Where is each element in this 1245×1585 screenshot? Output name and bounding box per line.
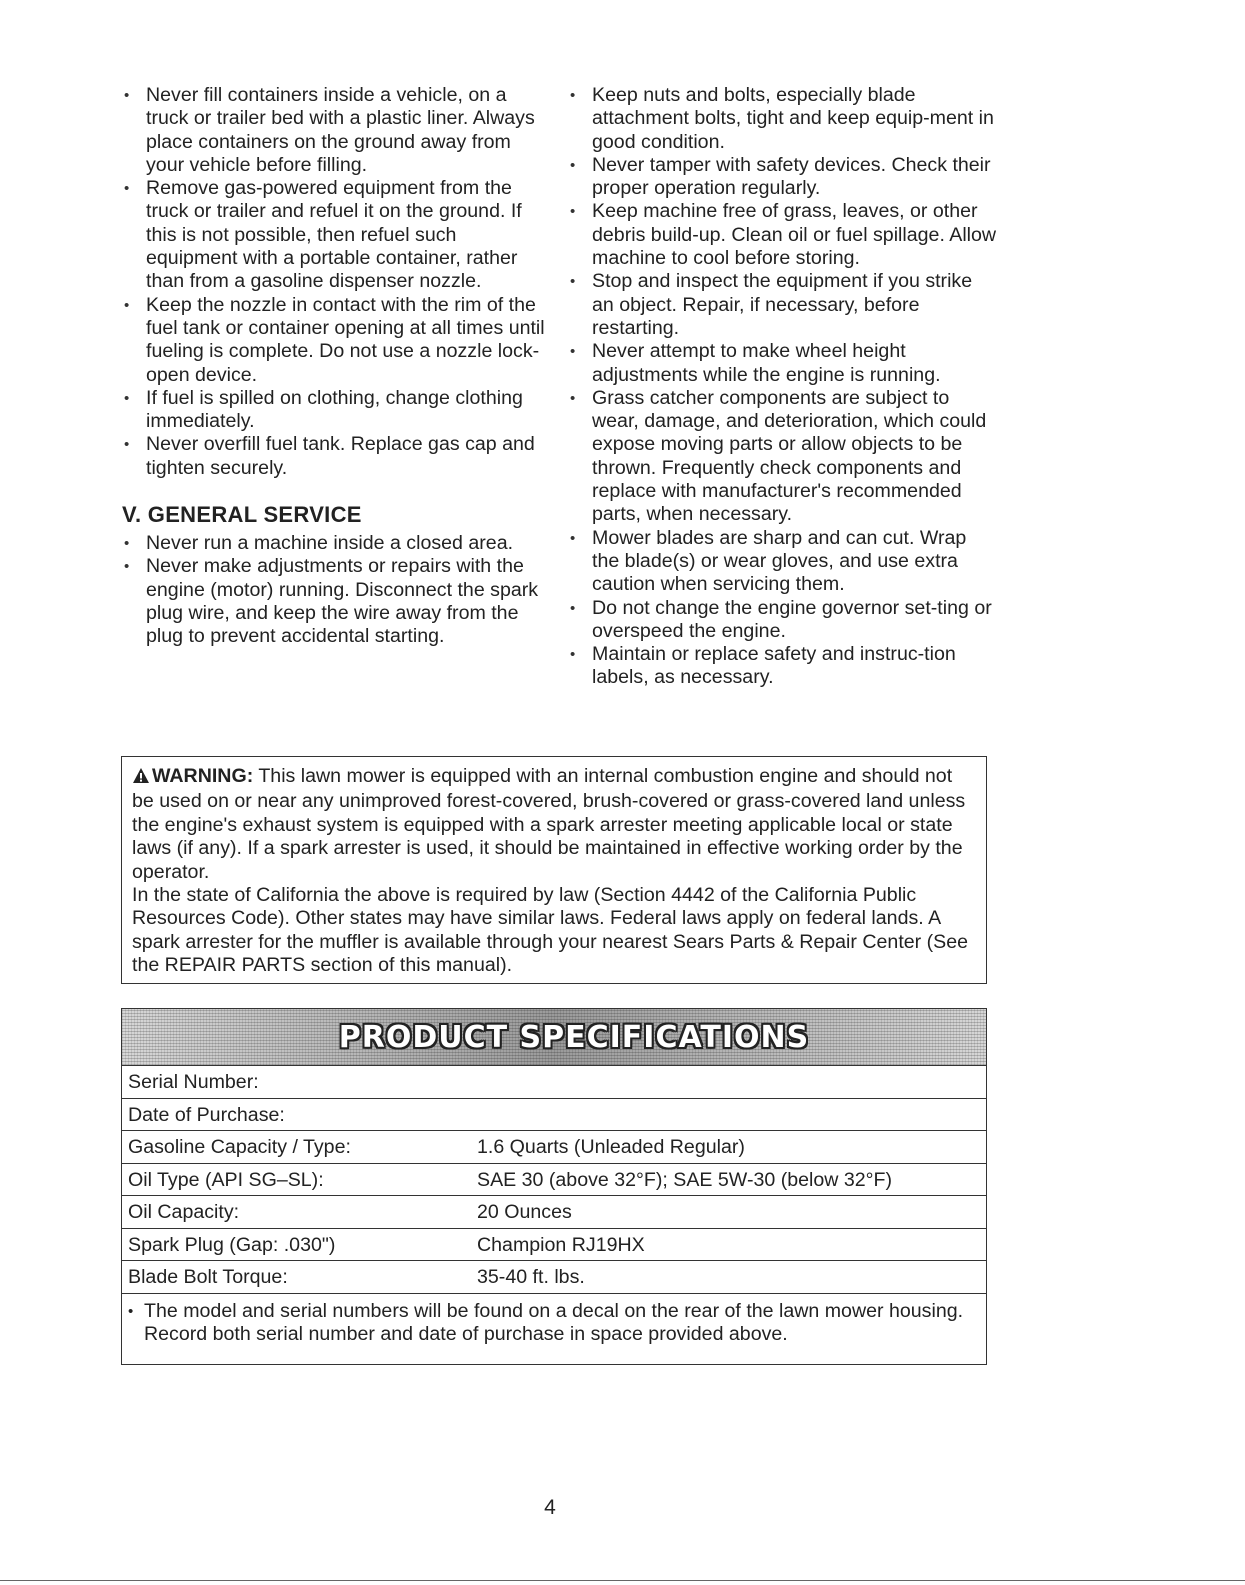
- page-number: 4: [544, 1496, 556, 1519]
- warning-text: This lawn mower is equipped with an internal combustion engine and should not be used on or near any unimproved forest-covered, brush-covered or grass-covered land unless the engine's exhaust system is equipped with a spark arrester meeting applicable local or state laws (if any). If a spark arrester is used, it should be maintained in effective working order by the operator.: [132, 765, 966, 883]
- maintenance-list: [568, 84, 998, 690]
- list-item: • Never tamper with safety devices. Check their proper operation regularly.: [568, 154, 998, 201]
- list-item: • Remove gas-powered equipment from the truck or trailer and refuel it on the ground. If this is not possible, then refuel such equipment with a portable container, rather than from a gasoline dispenser nozzle.: [122, 177, 552, 293]
- spec-label: Serial Number:: [128, 1071, 259, 1093]
- spec-row-spark-plug: [122, 1229, 986, 1262]
- spec-row-date-of-purchase: [122, 1099, 986, 1132]
- list-item: • Do not change the engine governor set-ting or overspeed the engine.: [568, 597, 998, 644]
- spec-value: SAE 30 (above 32°F); SAE 5W-30 (below 32°F): [477, 1168, 892, 1191]
- spec-label: Spark Plug (Gap: .030"): [128, 1233, 336, 1256]
- list-item: • Mower blades are sharp and can cut. Wrap the blade(s) or wear gloves, and use extra caution when servicing them.: [568, 527, 998, 597]
- spec-value: 1.6 Quarts (Unleaded Regular): [477, 1136, 745, 1158]
- list-item: • Never fill containers inside a vehicle, on a truck or trailer bed with a plastic liner. Always place containers on the ground away from your vehicle before filling.: [122, 84, 552, 177]
- spec-label: Oil Type (API SG–SL):: [128, 1168, 324, 1191]
- list-item: • Keep machine free of grass, leaves, or other debris build-up. Clean oil or fuel spillage. Allow machine to cool before storing.: [568, 200, 998, 270]
- spec-value: Champion RJ19HX: [477, 1233, 645, 1256]
- spec-note: • The model and serial numbers will be found on a decal on the rear of the lawn mower housing. Record both serial number and date of purchase in space provided above.: [122, 1294, 986, 1347]
- product-specifications-table: [121, 1008, 987, 1365]
- spec-row-blade-bolt-torque: [122, 1261, 986, 1294]
- warning-box: [121, 756, 987, 984]
- fuel-safety-list: [122, 84, 552, 480]
- spec-label: Oil Capacity:: [128, 1201, 240, 1223]
- list-item: • Grass catcher components are subject to wear, damage, and deterioration, which could expose moving parts or allow objects to be thrown. Frequently check components and replace with manufacturer's recommended parts, when necessary.: [568, 387, 998, 527]
- spec-title: PRODUCT SPECIFICATIONS: [338, 1019, 810, 1055]
- warning-label: WARNING:: [152, 765, 254, 787]
- spec-row-gasoline-capacity: [122, 1131, 986, 1164]
- spec-row-serial-number: [122, 1066, 986, 1099]
- list-item: • Keep the nozzle in contact with the rim of the fuel tank or container opening at all times until fueling is complete. Do not use a nozzle lock-open device.: [122, 294, 552, 387]
- spec-row-oil-capacity: [122, 1196, 986, 1229]
- list-item: • Never attempt to make wheel height adjustments while the engine is running.: [568, 340, 998, 387]
- warning-triangle-icon: [132, 767, 150, 790]
- spec-label: Gasoline Capacity / Type:: [128, 1136, 351, 1158]
- warning-paragraph: [132, 765, 976, 884]
- spec-value: 35-40 ft. lbs.: [477, 1266, 585, 1288]
- spec-label: Blade Bolt Torque:: [128, 1266, 288, 1288]
- general-service-list: [122, 532, 552, 648]
- bottom-rule: [0, 1580, 1245, 1581]
- spec-row-oil-type: [122, 1164, 986, 1197]
- spec-banner: [122, 1009, 986, 1066]
- spec-label: Date of Purchase:: [128, 1103, 285, 1126]
- spec-value: 20 Ounces: [477, 1201, 572, 1223]
- list-item: • If fuel is spilled on clothing, change clothing immediately.: [122, 387, 552, 434]
- list-item: • Stop and inspect the equipment if you strike an object. Repair, if necessary, before restarting.: [568, 270, 998, 340]
- list-item: • Keep nuts and bolts, especially blade attachment bolts, tight and keep equip-ment in good condition.: [568, 84, 998, 154]
- list-item: • Maintain or replace safety and instruc-tion labels, as necessary.: [568, 643, 998, 690]
- list-item: • Never run a machine inside a closed area.: [122, 532, 552, 555]
- section-heading-general-service: V. GENERAL SERVICE: [122, 502, 362, 528]
- left-column: [122, 84, 552, 649]
- list-item: • Never overfill fuel tank. Replace gas cap and tighten securely.: [122, 433, 552, 480]
- list-item: • Never make adjustments or repairs with the engine (motor) running. Disconnect the spark plug wire, and keep the wire away from the plug to prevent accidental starting.: [122, 555, 552, 648]
- warning-paragraph-california: In the state of California the above is required by law (Section 4442 of the California Public Resources Code). Other states may have similar laws. Federal laws apply on federal lands. A spark arrester for the muffler is available through your nearest Sears Parts & Repair Center (See the REPAIR PARTS section of this manual).: [132, 884, 969, 977]
- right-column: [568, 84, 998, 690]
